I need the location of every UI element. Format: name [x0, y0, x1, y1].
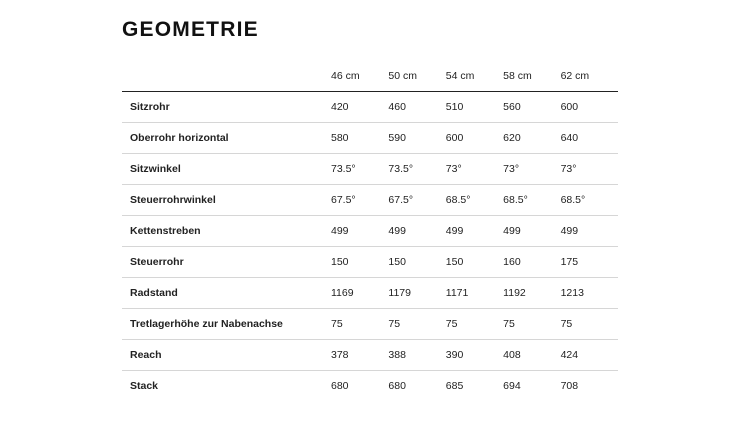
table-cell: 73°	[561, 154, 618, 185]
table-row	[122, 216, 618, 247]
row-label: Kettenstreben	[122, 216, 331, 247]
table-cell: 560	[503, 92, 560, 123]
table-cell: 499	[331, 216, 388, 247]
table-cell: 75	[503, 309, 560, 340]
table-cell: 499	[561, 216, 618, 247]
table-cell: 160	[503, 247, 560, 278]
table-cell: 150	[388, 247, 445, 278]
table-cell: 68.5°	[446, 185, 503, 216]
table-cell: 499	[388, 216, 445, 247]
table-cell: 75	[331, 309, 388, 340]
table-cell: 580	[331, 123, 388, 154]
table-cell: 420	[331, 92, 388, 123]
table-cell: 499	[503, 216, 560, 247]
table-cell: 1192	[503, 278, 560, 309]
table-cell: 388	[388, 340, 445, 371]
table-row	[122, 247, 618, 278]
table-row	[122, 123, 618, 154]
table-cell: 150	[446, 247, 503, 278]
table-cell: 600	[446, 123, 503, 154]
row-label: Sitzwinkel	[122, 154, 331, 185]
table-cell: 73°	[503, 154, 560, 185]
table-row	[122, 309, 618, 340]
table-cell: 68.5°	[503, 185, 560, 216]
table-cell: 640	[561, 123, 618, 154]
table-row	[122, 371, 618, 402]
table-cell: 1169	[331, 278, 388, 309]
table-cell: 378	[331, 340, 388, 371]
table-row	[122, 278, 618, 309]
table-cell: 67.5°	[331, 185, 388, 216]
table-cell: 600	[561, 92, 618, 123]
column-header-54cm: 54 cm	[446, 60, 503, 92]
table-row	[122, 340, 618, 371]
table-row	[122, 185, 618, 216]
table-cell: 694	[503, 380, 521, 392]
table-cell: 680	[331, 380, 349, 392]
row-label: Tretlagerhöhe zur Nabenachse	[122, 309, 331, 340]
table-cell: 1213	[561, 278, 618, 309]
table-header-row	[122, 60, 618, 92]
table-cell: 590	[388, 123, 445, 154]
table-cell: 150	[331, 247, 388, 278]
row-label: Oberrohr horizontal	[122, 123, 331, 154]
table-cell: 460	[388, 92, 445, 123]
column-header-blank	[122, 60, 331, 92]
table-cell: 1179	[388, 278, 445, 309]
table-row	[122, 154, 618, 185]
row-label: Steuerrohr	[122, 247, 331, 278]
table-cell: 408	[503, 340, 560, 371]
table-cell: 68.5°	[561, 185, 618, 216]
table-cell: 390	[446, 340, 503, 371]
table-cell: 75	[388, 309, 445, 340]
table-cell: 510	[446, 92, 503, 123]
table-cell: 75	[561, 309, 618, 340]
table-cell: 685	[445, 380, 464, 392]
row-label: Radstand	[122, 278, 331, 309]
column-header-50cm: 50 cm	[388, 60, 445, 92]
column-header-62cm: 62 cm	[561, 60, 618, 92]
table-cell: 620	[503, 123, 560, 154]
row-label: Reach	[122, 340, 331, 371]
table-cell: 680	[388, 380, 406, 392]
table-cell: 73°	[446, 154, 503, 185]
table-cell: 73.5°	[331, 154, 388, 185]
table-cell: 424	[561, 340, 618, 371]
table-cell: 175	[561, 247, 618, 278]
table-cell: 499	[446, 216, 503, 247]
table-cell: 75	[446, 309, 503, 340]
table-cell: 67.5°	[388, 185, 445, 216]
table-cell: 1171	[446, 278, 503, 309]
table-row	[122, 92, 618, 123]
row-label: Steuerrohrwinkel	[122, 185, 331, 216]
table-cell: 73.5°	[388, 154, 445, 185]
column-header-58cm: 58 cm	[503, 60, 560, 92]
page-title: GEOMETRIE	[122, 18, 259, 41]
row-label: Stack	[130, 380, 159, 392]
row-label: Sitzrohr	[122, 92, 331, 123]
table-cell: 708	[560, 380, 579, 392]
column-header-46cm: 46 cm	[331, 60, 388, 92]
geometry-table	[122, 60, 618, 401]
